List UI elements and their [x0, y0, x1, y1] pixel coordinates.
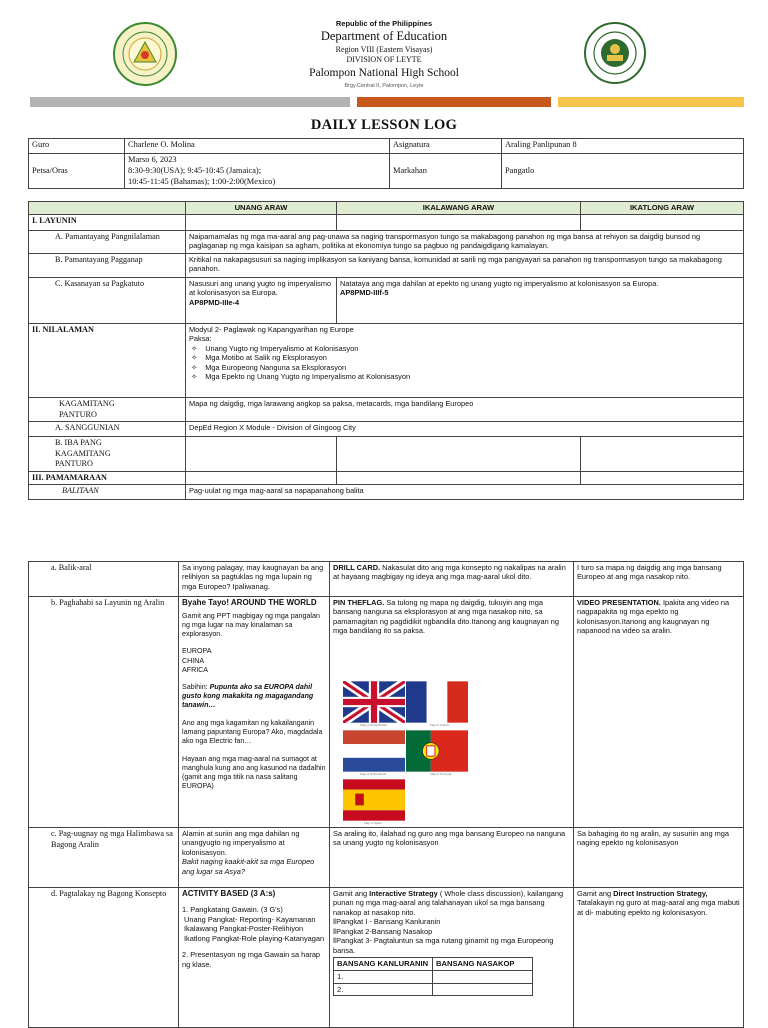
place-list: [182, 647, 326, 674]
paghahabi-day1: [179, 597, 330, 828]
pag-uugnay-label: c. Pag-uugnay ng mga Halimbawa sa Bagong Aralin: [29, 828, 179, 888]
balik-aral-day1: Sa inyong palagay, may kaugnayan ba ang relihiyon sa pagtuklas ng mga lupain ng mga Europeo? Ipaliwanag.: [179, 562, 330, 597]
bansa-row-cell: 2.: [334, 983, 433, 996]
sanggunian-text: DepEd Region X Module - Division of Gingoog City: [186, 422, 744, 437]
flag-france: [406, 681, 468, 723]
topic-item: ✧ Mga Epekto ng Unang Yugto ng Imperyalismo at Kolonisasyon: [191, 372, 740, 381]
flag-caption: Flag of France: [430, 723, 450, 727]
info-table: [28, 138, 744, 189]
pamantayang-pagganap-label: B. Pamantayang Pagganap: [29, 254, 186, 278]
balik-aral-day3: I turo sa mapa ng daigdig ang mga bansang Europeo at ang mga nasakop nito.: [574, 562, 744, 597]
page-title: DAILY LESSON LOG: [310, 117, 458, 133]
division-text: DIVISION OF LEYTE: [346, 55, 422, 64]
pag-uugnay-day3: Sa bahaging ito ng aralin, ay susuriin ang mga naging epekto ng kolonisasyon: [574, 828, 744, 888]
pag-uugnay-question: Bakit naging kaakit-akit sa mga Europeo ang lugar sa Asya?: [182, 857, 315, 876]
pag-uugnay-text: Alamin at suriin ang mga dahilan ng unangyugto ng imperyalismo at kolonisasyon.: [182, 829, 300, 857]
byahe-guess: Hayaan ang mga mag-aaral na sumagot at manghula kung ano ang kasunod na dadalhin (gamit ang mga titik na nasa salitang EUROPA): [182, 755, 326, 791]
flag-spain: [343, 779, 405, 821]
pagtalakay-label: d. Pagtalakay ng Bagong Konsepto: [29, 888, 179, 1028]
byahe-title: Byahe Tayo! AROUND THE WORLD: [182, 598, 317, 607]
bansa-nasakop-header: BANSANG NASAKOP: [433, 958, 533, 971]
paksa-label: Paksa:: [189, 334, 212, 344]
nilalaman-content: [186, 324, 744, 398]
topic-list: [189, 344, 740, 382]
kasanayan-text-2: Natataya ang mga dahilan at epekto ng unang yugto ng imperyalismo at kolonisasyon sa Europa.: [340, 279, 659, 288]
pangkat-item: ‖Pangkat I - Bansang Kanluranin: [333, 917, 441, 927]
paghahabi-label: b. Paghahabi sa Layunin ng Aralin: [29, 597, 179, 828]
col-header-day3: IKATLONG ARAW: [581, 202, 744, 215]
pamantayang-pangnilalaman-text: Naipamamalas ng mga ma-aaral ang pag-unawa sa naging transpormasyon tungo sa makabagong panahon ng mga bansa at rehiyon sa daigdig bunsod ng paglaganap ng mga kaisipan sa agham, politika at ekonomiya tungo sa pagbuo ng pandaigdigang kamalayan.: [186, 231, 744, 254]
paghahabi-day2: [330, 597, 574, 828]
group-item: Ikatlong Pangkat-Role playing-Katanyagan: [184, 933, 325, 943]
balitaan-text: Pag-uulat ng mga mag-aaral sa napapanahong balita: [186, 485, 744, 500]
byahe-question: Ano ang mga kagamitan ng kakailanganin lamang papuntang Europa? Ako, magdadala ako nga Electric fan…: [182, 718, 323, 746]
lesson-table-bottom: [28, 561, 744, 1028]
petsa-label: Petsa/Oras: [29, 154, 125, 189]
pin-the-flag-text: Sa tulong ng mapa ng daigdig, tukuyin ang mga bansang nanguna sa eksplorasyon at ang mga nasakop nito, sa pamamagitan ng pagdidikit ngbandila dito.Itanong ang kaugnayan ng mga bandilang ito sa paksa.: [333, 598, 559, 636]
drill-card-text: Nakasulat dito ang mga konsepto ng nakalipas na aralin at hayaang magbigay ng ideya ang mga mag-aaral ukol dito.: [333, 563, 566, 582]
sabihin-label: Sabihin:: [182, 682, 208, 691]
pagtalakay-day1: [179, 888, 330, 1028]
flag-great-britain: [343, 681, 405, 723]
pangkat-item: ‖Pangkat 3- Pagtaluntun sa mga rutang ginamit ng mga Europeong bansa.: [333, 936, 554, 955]
asignatura-label: Asignatura: [390, 139, 502, 154]
guro-value: Charlene O. Molina: [125, 139, 390, 154]
yellow-divider-bar: [558, 97, 744, 107]
petsa-time-2: 10:45-11:45 (Bahamas); 1:00-2:00(Mexico): [128, 176, 276, 186]
pag-uugnay-day1: [179, 828, 330, 888]
petsa-date: Marso 6, 2023: [128, 155, 177, 164]
markahan-value: Pangatlo: [502, 154, 744, 189]
republic-text: Republic of the Philippines: [335, 19, 433, 28]
activity-based-title: ACTIVITY BASED (3 A:s): [182, 889, 276, 898]
pangkatang-gawain: 1. Pangkatang Gawain. (3 G's): [182, 905, 283, 915]
group-item: Ikalawang Pangkat-Poster-Relihiyon: [184, 924, 304, 934]
lesson-table-top: [28, 201, 744, 500]
layunin-heading: I. LAYUNIN: [29, 215, 186, 231]
guro-label: Guro: [29, 139, 125, 154]
asignatura-value: Araling Panlipunan 8: [502, 139, 744, 154]
sabihin-quote: Pupunta ako sa EUROPA dahil gusto kong makakita ng magagandang tanawin…: [182, 682, 314, 709]
pamantayang-pagganap-text: Kritikal na nakapagsusuri sa naging implikasyon sa kaniyang bansa, komunidad at sarili ng mga pangyayari sa panahon ng transpormasyon tungo sa makabagong panahon.: [186, 254, 744, 278]
pagtalakay-day2: [330, 888, 574, 1028]
petsa-time-1: 8:30-9:30(USA); 9:45-10:45 (Jamaica);: [128, 165, 262, 175]
bansa-row-cell: 1.: [334, 971, 433, 984]
gray-divider-bar: [30, 97, 350, 107]
kagamitan-label: KAGAMITANG PANTURO: [29, 398, 186, 422]
place-item: AFRICA: [182, 665, 209, 674]
flag-caption: Flag of Great Britain: [360, 723, 387, 727]
video-presentation-text: Ipakita ang video na nagpapakita ng mga epekto ng kolonisasyon.Itanong ang kaugnayan ng napanood na video sa aralin.: [577, 598, 730, 636]
nilalaman-heading: II. NILALAMAN: [29, 324, 186, 398]
orange-divider-bar: [357, 97, 551, 107]
sabihin-block: [182, 683, 326, 710]
kasanayan-code-1: AP8PMD-IIIe-4: [189, 297, 240, 307]
topic-item: ✧ Mga Motibo at Salik ng Eksplorasyon: [191, 353, 740, 362]
interactive-strategy-title: Interactive Strategy: [369, 889, 438, 898]
direct-instruction-text: Tatalakayin ng guro at mag-aaral ang mga mabuti at di- mabuting epekto ng kolonisasyon.: [577, 898, 740, 917]
balik-aral-label: a. Balik-aral: [29, 562, 179, 597]
flag-portugal: [406, 730, 468, 772]
balik-aral-day2: [330, 562, 574, 597]
col-header-blank: [29, 202, 186, 215]
kasanayan-code-2: AP8PMD-IIIf-5: [340, 288, 389, 298]
direct-prefix: Gamit ang: [577, 889, 614, 898]
pagtalakay-day3: [574, 888, 744, 1028]
interactive-strategy-text: ( Whole class discussion), kailangang punan ng mga mag-aaral ang talahanayan ukol sa mga bansang nanakop at nasakop nito.: [333, 889, 564, 917]
flag-caption: Flag of Spain: [364, 821, 382, 825]
kasanayan-text-1: Nasusuri ang unang yugto ng imperyalismo at kolonisasyon sa Europa.: [189, 279, 332, 298]
pamamaraan-heading: III. PAMAMARAAN: [29, 471, 186, 485]
pangkat-list: [333, 917, 570, 955]
paghahabi-day3: [574, 597, 744, 828]
place-item: EUROPA: [182, 647, 212, 656]
kasanayan-day1: [186, 278, 337, 324]
flag-caption: Flag of Portugal: [430, 772, 452, 776]
region-text: Region VIII (Eastern Visayas): [335, 45, 433, 54]
flag-netherlands: [343, 730, 405, 772]
video-presentation-title: VIDEO PRESENTATION.: [577, 598, 661, 607]
school-name: Palompon National High School: [309, 67, 459, 79]
presentasyon-text: 2. Presentasyon ng mga Gawain sa harap ng klase.: [182, 950, 321, 969]
group-item: Unang Pangkat- Reporting- Kayamanan: [184, 914, 316, 924]
topic-item: ✧ Unang Yugto ng Imperyalismo at Kolonisasyon: [191, 344, 740, 353]
topic-item: ✧ Mga Europeong Nanguna sa Eksplorasyon: [191, 363, 740, 372]
modyul-text: Modyul 2- Paglawak ng Kapangyarihan ng Europe: [189, 325, 354, 334]
group-list: [182, 915, 326, 943]
interactive-prefix: Gamit ang: [333, 889, 370, 898]
iba-pang-kagamitan-label: B. IBA PANG KAGAMITANG PANTURO: [29, 437, 186, 472]
col-header-day1: UNANG ARAW: [186, 202, 337, 215]
markahan-label: Markahan: [390, 154, 502, 189]
col-header-day2: IKALAWANG ARAW: [337, 202, 581, 215]
bansa-table: [333, 957, 533, 996]
kasanayan-label: C. Kasanayan sa Pagkatuto: [29, 278, 186, 324]
bansa-kanluranin-header: BANSANG KANLURANIN: [334, 958, 433, 971]
kasanayan-day2: [337, 278, 744, 324]
pag-uugnay-day2: Sa araling ito, ilalahad ng guro ang mga bansang Europeo na nanguna sa unang yugto ng kolonisasyon: [330, 828, 574, 888]
byahe-instructions: Gamit ang PPT magbigay ng mga pangalan ng mga lugar na may kinalaman sa explorasyon.: [182, 612, 320, 639]
pangkat-item: ‖Pangkat 2-Bansang Nasakop: [333, 926, 433, 936]
pamantayang-pangnilalaman-label: A. Pamantayang Pangnilalaman: [29, 231, 186, 254]
petsa-value: [125, 154, 390, 189]
direct-instruction-title: Direct Instruction Strategy,: [613, 889, 708, 898]
kagamitan-text: Mapa ng daigdig, mga larawang angkop sa paksa, metacards, mga bandilang Europeo: [186, 398, 744, 422]
school-address: Brgy.Central II, Palompon, Leyte: [344, 83, 424, 89]
department-text: Department of Education: [320, 29, 448, 43]
balitaan-label: BALITAAN: [29, 485, 186, 500]
place-item: CHINA: [182, 656, 205, 665]
flag-caption: Flag of Netherlands: [360, 772, 387, 776]
sanggunian-label: A. SANGGUNIAN: [29, 422, 186, 437]
drill-card-title: DRILL CARD.: [333, 563, 381, 572]
pin-the-flag-title: PIN THEFLAG.: [333, 598, 385, 607]
